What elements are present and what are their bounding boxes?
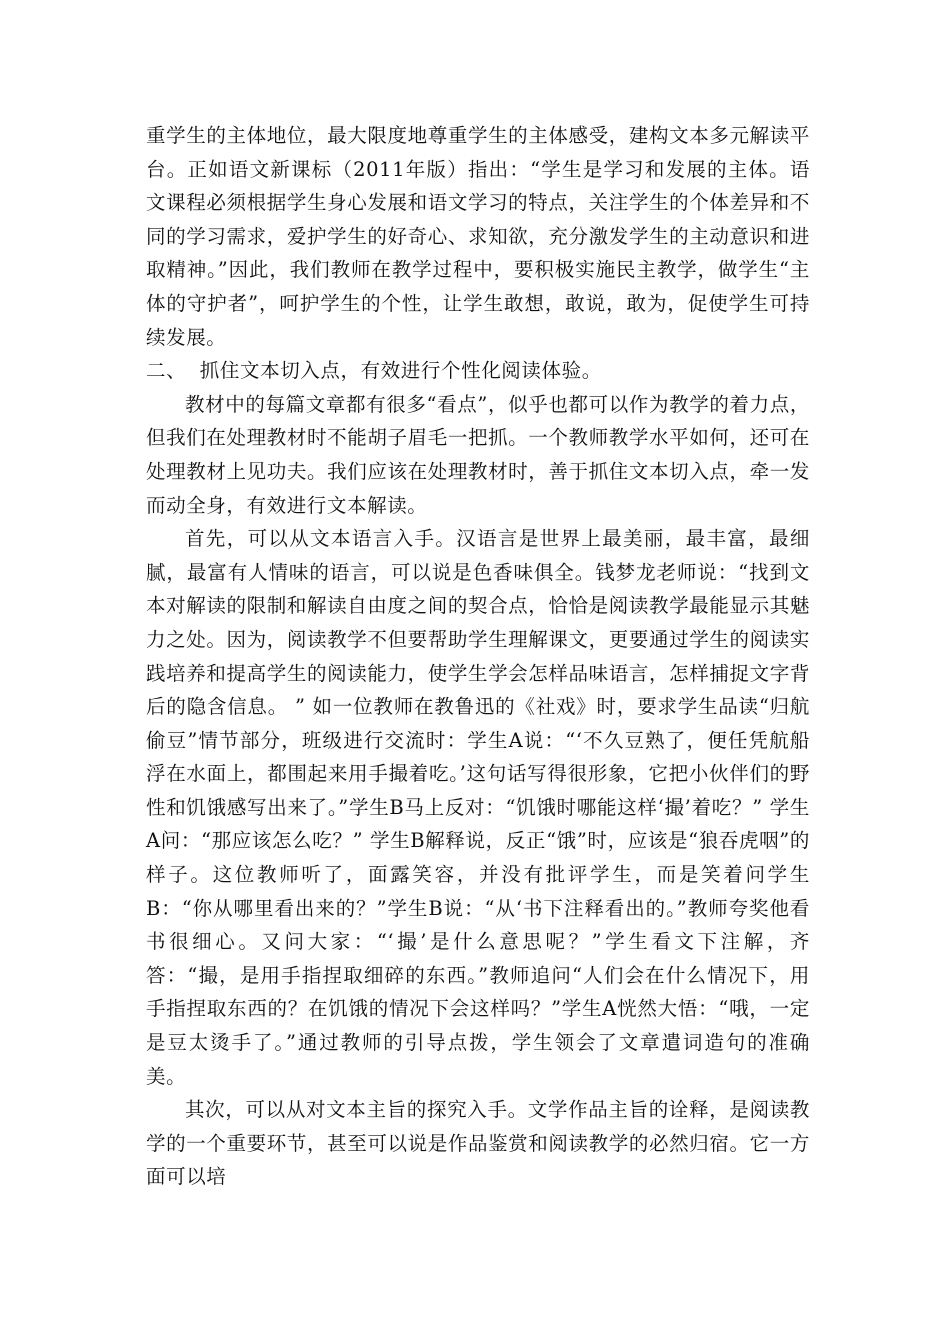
paragraph-language-entry: 首先，可以从文本语言入手。汉语言是世界上最美丽，最丰富，最细腻，最富有人情味的语言，可以说是色香味俱全。钱梦龙老师说：“找到文本对解读的限制和解读自由度之间的契合点，恰恰是阅读教学最能显示其魅力之处。因为，阅读教学不但要帮助学生理解课文，更要通过学生的阅读实践培养和提高学生的阅读能力，使学生学会怎样品味语言，怎样捕捉文字背后的隐含信息。 ” 如一位教师在教鲁迅的《社戏》时，要求学生品读“归航偷豆”情节部分，班级进行交流时：学生A说：“‘不久豆熟了，便任凭航船浮在水面上，都围起来用手撮着吃。’这句话写得很形象，它把小伙伴们的野性和饥饿感写出来了。”学生B马上反对：“饥饿时哪能这样‘撮’着吃？” 学生A问：“那应该怎么吃？” 学生B解释说，反正“饿”时，应该是“狼吞虎咽”的样子。这位教师听了，面露笑容，并没有批评学生，而是笑着问学生B：“你从哪里看出来的？”学生B说：“从‘书下注释看出的。”教师夸奖他看书很细心。又问大家：“‘撮’是什么意思呢？”学生看文下注解，齐答：“撮，是用手指捏取细碎的东西。”教师追问“人们会在什么情况下，用手指捏取东西的？在饥饿的情况下会这样吗？”学生A恍然大悟：“哦，一定是豆太烫手了。”通过教师的引导点拨，学生领会了文章遣词造句的准确美。 [146, 527, 810, 1088]
document-page [146, 119, 810, 1194]
paragraph-theme-entry: 其次，可以从对文本主旨的探究入手。文学作品主旨的诠释，是阅读教学的一个重要环节，甚至可以说是作品鉴赏和阅读教学的必然归宿。它一方面可以培 [146, 1098, 810, 1189]
paragraph-textbook-focus: 教材中的每篇文章都有很多“看点”，似乎也都可以作为教学的着力点，但我们在处理教材时不能胡子眉毛一把抓。一个教师教学水平如何，还可在处理教材上见功夫。我们应该在处理教材时，善于抓住文本切入点，牵一发而动全身，有效进行文本解读。 [146, 392, 810, 517]
section-heading: 二、 抓住文本切入点，有效进行个性化阅读体验。 [146, 359, 602, 383]
paragraph-continuation: 重学生的主体地位，最大限度地尊重学生的主体感受，建构文本多元解读平台。正如语文新课标（2011年版）指出：“学生是学习和发展的主体。语文课程必须根据学生身心发展和语文学习的特点，关注学生的个体差异和不同的学习需求，爱护学生的好奇心、求知欲，充分激发学生的主动意识和进取精神。”因此，我们教师在教学过程中，要积极实施民主教学，做学生“主体的守护者”，呵护学生的个性，让学生敢想，敢说，敢为，促使学生可持续发展。 [146, 124, 810, 349]
